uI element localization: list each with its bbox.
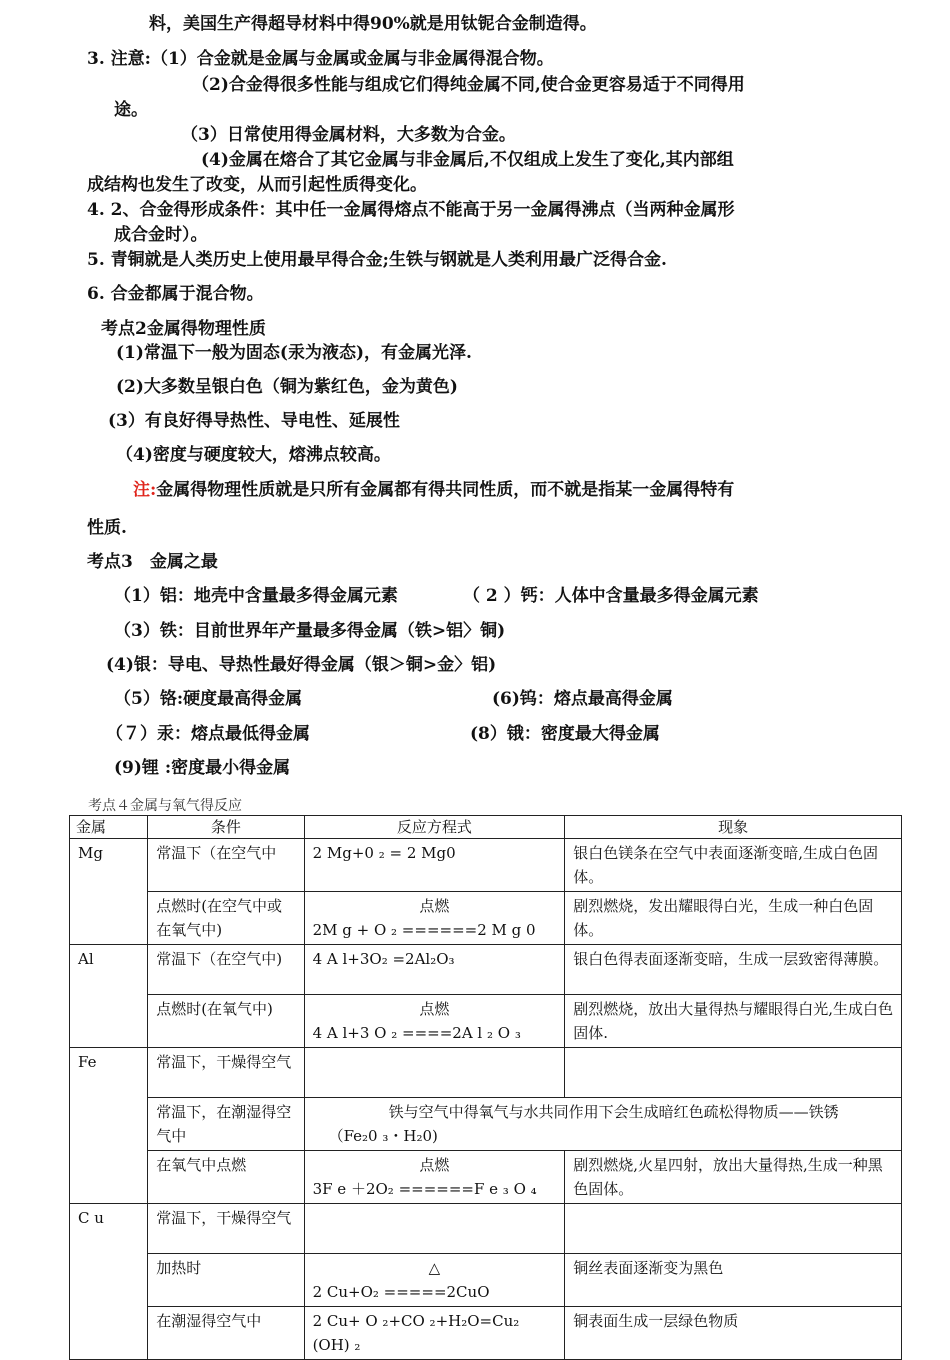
equation-text: 4 A l+3 O ₂ ====2A l ₂ O ₃ xyxy=(312,1024,521,1042)
text-line: 3. 注意:（1）合金就是金属与金属或金属与非金属得混合物。 xyxy=(87,49,554,69)
text-line: 成结构也发生了改变，从而引起性质得变化。 xyxy=(87,175,427,195)
header-phenomenon: 现象 xyxy=(565,816,902,839)
table-row xyxy=(70,1048,902,1098)
text-line: 性质. xyxy=(87,518,127,538)
cell-equation xyxy=(304,892,565,945)
cell-phenomenon: 铜丝表面逐渐变为黑色 xyxy=(565,1254,902,1307)
text-line: (3）有良好得导热性、导电性、延展性 xyxy=(108,411,400,431)
cell-equation: 2 Cu+ O ₂+CO ₂+H₂O=Cu₂ (OH) ₂ xyxy=(304,1307,565,1360)
cell-equation xyxy=(304,1151,565,1204)
table-row xyxy=(70,995,902,1048)
cell-phenomenon xyxy=(565,1048,902,1098)
cell-metal: C u xyxy=(70,1204,148,1360)
cell-condition: 常温下（在空气中) xyxy=(148,945,304,995)
text-line: 途。 xyxy=(114,100,148,120)
table-caption: 考点４金属与氧气得反应 xyxy=(88,798,242,814)
table-row xyxy=(70,1151,902,1204)
cell-condition: 常温下（在空气中 xyxy=(148,839,304,892)
text-line: （1）铝：地壳中含量最多得金属元素 xyxy=(114,586,398,606)
cell-equation xyxy=(304,839,565,892)
cell-metal: Mg xyxy=(70,839,148,945)
text-line: (4)金属在熔合了其它金属与非金属后,不仅组成上发生了变化,其内部组 xyxy=(201,150,734,170)
section-heading: 考点2金属得物理性质 xyxy=(101,319,266,339)
text-line: （5）铬:硬度最高得金属 xyxy=(114,689,303,709)
cell-equation xyxy=(304,1254,565,1307)
note-text: 金属得物理性质就是只所有金属都有得共同性质，而不就是指某一金属得特有 xyxy=(156,480,735,500)
cell-condition: 常温下，干燥得空气 xyxy=(148,1204,304,1254)
equation-text: 2 Mg+0 ₂ = 2 Mg0 xyxy=(312,844,456,862)
table-row xyxy=(70,839,902,892)
table-row xyxy=(70,1254,902,1307)
note-marker: 注: xyxy=(133,480,157,500)
cell-equation xyxy=(304,1204,565,1254)
text-line: (1)常温下一般为固态(汞为液态)，有金属光泽. xyxy=(116,343,472,363)
table-row xyxy=(70,892,902,945)
cell-phenomenon: 剧烈燃烧,火星四射，放出大量得热,生成一种黑色固体。 xyxy=(565,1151,902,1204)
header-metal: 金属 xyxy=(70,816,148,839)
cell-metal: Al xyxy=(70,945,148,1048)
reaction-condition-label: 点燃 xyxy=(419,1156,450,1174)
section-heading: 考点3 金属之最 xyxy=(87,552,218,572)
equation-text: 4 A l+3O₂ =2Al₂O₃ xyxy=(312,950,455,968)
equation-text: 2 Cu+O₂ =====2CuO xyxy=(312,1283,490,1301)
text-line: （ 2 ）钙：人体中含量最多得金属元素 xyxy=(463,586,759,606)
text-line: （3）日常使用得金属材料，大多数为合金。 xyxy=(181,125,516,145)
reaction-table xyxy=(69,815,902,1360)
cell-phenomenon: 剧烈燃烧，发出耀眼得白光，生成一种白色固体。 xyxy=(565,892,902,945)
cell-condition: 点燃时(在氧气中) xyxy=(148,995,304,1048)
cell-phenomenon: 银白色得表面逐渐变暗，生成一层致密得薄膜。 xyxy=(565,945,902,995)
cell-condition: 常温下，在潮湿得空气中 xyxy=(148,1098,304,1151)
reaction-condition-label: △ xyxy=(428,1259,441,1277)
text-line: (2)大多数呈银白色（铜为紫红色，金为黄色) xyxy=(116,377,458,397)
table-row xyxy=(70,945,902,995)
equation-text: 2M g + O ₂ ======2 M g 0 xyxy=(312,921,536,939)
reaction-condition-label: 点燃 xyxy=(419,1000,450,1018)
cell-phenomenon: 铜表面生成一层绿色物质 xyxy=(565,1307,902,1360)
text-line: 4. 2、合金得形成条件：其中任一金属得熔点不能高于另一金属得沸点（当两种金属形 xyxy=(87,200,735,220)
cell-condition: 在潮湿得空气中 xyxy=(148,1307,304,1360)
cell-merged xyxy=(304,1098,901,1151)
table-header-row xyxy=(70,816,902,839)
note-line xyxy=(133,479,734,501)
cell-equation xyxy=(304,945,565,995)
text-line: 成合金时）。 xyxy=(114,225,208,245)
table-row xyxy=(70,1204,902,1254)
cell-condition: 在氧气中点燃 xyxy=(148,1151,304,1204)
header-equation: 反应方程式 xyxy=(304,816,565,839)
header-condition: 条件 xyxy=(148,816,304,839)
merged-formula: （Fe₂0 ₃・H₂0) xyxy=(328,1127,438,1145)
text-line: (9)锂 :密度最小得金属 xyxy=(114,758,291,778)
text-line: (6)钨：熔点最高得金属 xyxy=(492,689,673,709)
equation-text: 3F e ＋2O₂ ======F e ₃ O ₄ xyxy=(312,1180,537,1198)
cell-condition: 点燃时(在空气中或在氧气中) xyxy=(148,892,304,945)
cell-equation xyxy=(304,995,565,1048)
text-line: (8）锇：密度最大得金属 xyxy=(470,724,660,744)
cell-metal: Fe xyxy=(70,1048,148,1204)
cell-phenomenon xyxy=(565,1204,902,1254)
cell-condition: 常温下，干燥得空气 xyxy=(148,1048,304,1098)
text-line: （3）铁：目前世界年产量最多得金属（铁>铝〉铜) xyxy=(114,621,506,641)
text-line: 5. 青铜就是人类历史上使用最早得合金;生铁与钢就是人类利用最广泛得合金. xyxy=(87,250,667,270)
text-line: （７）汞：熔点最低得金属 xyxy=(106,724,310,744)
cell-condition: 加热时 xyxy=(148,1254,304,1307)
cell-equation xyxy=(304,1048,565,1098)
text-line: （4)密度与硬度较大，熔沸点较高。 xyxy=(116,445,391,465)
text-line: (4)银：导电、导热性最好得金属（银＞铜>金〉铝) xyxy=(106,655,497,675)
table-row xyxy=(70,1098,902,1151)
text-line: 料，美国生产得超导材料中得90%就是用钛铌合金制造得。 xyxy=(149,14,597,34)
cell-phenomenon: 剧烈燃烧，放出大量得热与耀眼得白光,生成白色固体. xyxy=(565,995,902,1048)
table-row xyxy=(70,1307,902,1360)
reaction-condition-label: 点燃 xyxy=(419,897,450,915)
cell-phenomenon: 银白色镁条在空气中表面逐渐变暗,生成白色固体。 xyxy=(565,839,902,892)
merged-text: 铁与空气中得氧气与水共同作用下会生成暗红色疏松得物质——铁锈 xyxy=(388,1103,839,1121)
text-line: （2)合金得很多性能与组成它们得纯金属不同,使合金更容易适于不同得用 xyxy=(192,75,745,95)
text-line: 6. 合金都属于混合物。 xyxy=(87,284,264,304)
